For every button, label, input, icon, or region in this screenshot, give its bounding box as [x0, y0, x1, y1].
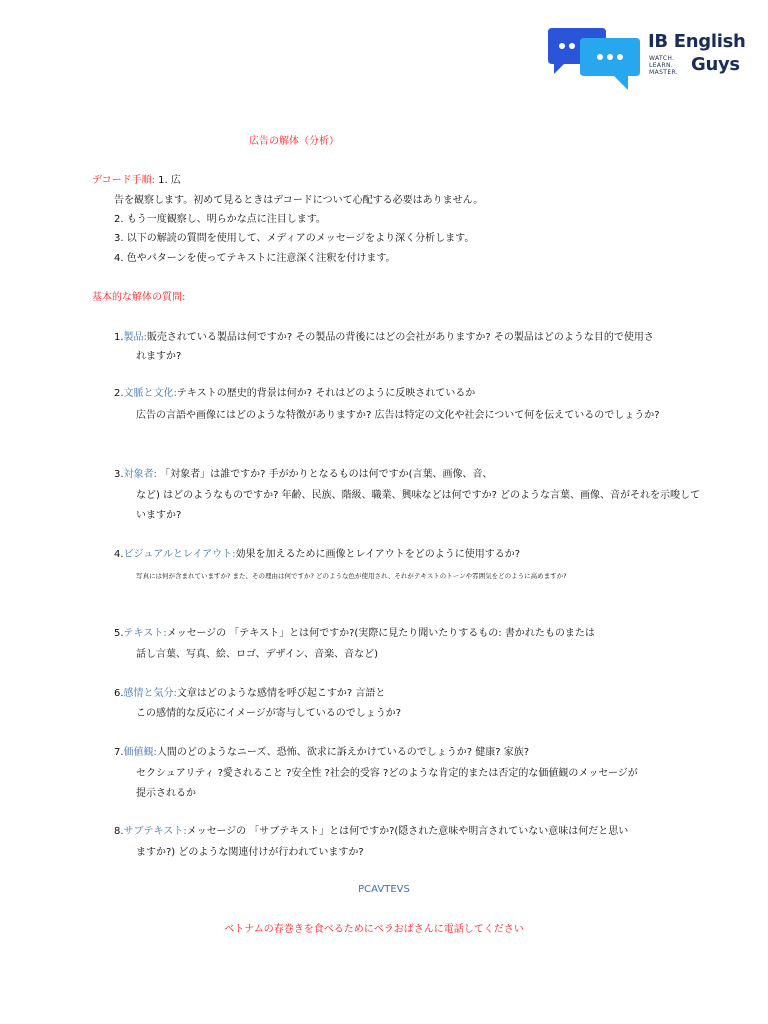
question-6 — [114, 687, 385, 701]
page-title: 広告の解体（分析） — [249, 136, 339, 147]
logo-tagline-master: MASTER. — [649, 69, 679, 76]
question-3-line1: 「対象者」は誰ですか? 手がかりとなるものは何ですか(言葉、画像、音、 — [156, 469, 493, 480]
question-7-term: 価値観: — [123, 747, 157, 758]
logo-tagline-watch: WATCH. — [649, 55, 675, 62]
logo-tagline — [649, 55, 691, 76]
question-7-num: 7. — [114, 747, 124, 758]
question-1-line1: 販売されている製品は何ですか? その製品の背後にはどの会社がありますか? その製品はどのような目的で使用さ — [146, 332, 654, 343]
question-3 — [114, 468, 493, 482]
question-1-line2: れますか? — [136, 351, 182, 362]
question-6-term: 感情と気分: — [123, 688, 177, 699]
question-5-term: テキスト: — [123, 628, 167, 639]
decode-step2: 2. もう一度観察し、明らかな点に注目します。 — [114, 214, 326, 225]
question-8-term: サブテキスト: — [123, 826, 187, 837]
decode-step1-line — [92, 174, 181, 188]
question-4 — [114, 548, 520, 562]
question-3-term: 対象者: — [123, 469, 157, 480]
decode-step3: 3. 以下の解読の質問を使用して、メディアのメッセージをより深く分析します。 — [114, 233, 475, 244]
question-4-num: 4. — [114, 549, 124, 560]
question-4-line1: 効果を加えるために画像とレイアウトをどのように使用するか? — [235, 549, 521, 560]
logo-line1: IB English — [648, 31, 746, 52]
question-7 — [114, 746, 529, 760]
ib-english-guys-logo — [548, 24, 748, 94]
question-4-line2: 写真には何が含まれていますか? また、その理由は何ですか? どのような色が使用され、それがテキストのトーンや雰囲気をどのように高めますか? — [136, 572, 567, 580]
question-3-line2: など) はどのようなものですか? 年齢、民族、階級、職業、興味などは何ですか? どのような言葉、画像、音がそれを示唆して — [136, 490, 701, 501]
question-2-line1: テキストの歴史的背景は何か? それはどのように反映されているか — [176, 388, 476, 399]
chat-bubbles-icon — [548, 24, 640, 92]
question-2-line2: 広告の言語や画像にはどのような特徴がありますか? 広告は特定の文化や社会について何を伝えているのでしょうか? — [136, 410, 660, 421]
mnemonic: ベトナムの春巻きを食べるためにベラおばさんに電話してください — [224, 924, 524, 935]
question-1 — [114, 331, 654, 345]
question-1-term: 製品: — [123, 332, 147, 343]
acronym: PCAVTEVS — [358, 884, 410, 895]
question-7-line3: 提示されるか — [136, 788, 196, 799]
question-5-line2: 話し言葉、写真、絵、ロゴ、デザイン、音楽、音など) — [136, 649, 379, 660]
logo-tagline-learn: LEARN. — [649, 62, 674, 69]
question-6-line2: この感情的な反応にイメージが寄与しているのでしょうか? — [136, 708, 402, 719]
decode-step4: 4. 色やパターンを使ってテキストに注意深く注釈を付けます。 — [114, 253, 396, 264]
question-7-line1: 人間のどのようなニーズ、恐怖、欲求に訴えかけているのでしょうか? 健康? 家族? — [156, 747, 530, 758]
question-6-line1: 文章はどのような感情を呼び起こすか? 言語と — [176, 688, 386, 699]
question-5-num: 5. — [114, 628, 124, 639]
question-3-num: 3. — [114, 469, 124, 480]
questions-heading: 基本的な解体の質問: — [92, 292, 186, 303]
question-2-num: 2. — [114, 388, 124, 399]
question-7-line2: セクシュアリティ ?愛されること ?安全性 ?社会的受容 ?どのような肯定的または否定的な価値観のメッセージが — [136, 768, 638, 779]
question-3-line3: いますか? — [136, 510, 182, 521]
question-8 — [114, 825, 628, 839]
question-8-num: 8. — [114, 826, 124, 837]
question-1-num: 1. — [114, 332, 124, 343]
question-8-line2: ますか?) どのような関連付けが行われていますか? — [136, 847, 364, 858]
question-2-term: 文脈と文化: — [123, 388, 177, 399]
question-2 — [114, 387, 475, 401]
question-5-line1: メッセージの 「テキスト」とは何ですか?(実際に見たり聞いたりするもの: 書かれたものまたは — [166, 628, 595, 639]
logo-line2: Guys — [691, 54, 740, 75]
decode-label: デコード手順: — [92, 175, 155, 186]
question-6-num: 6. — [114, 688, 124, 699]
question-8-line1: メッセージの 「サブテキスト」とは何ですか?(隠された意味や明言されていない意味は何だと思い — [186, 826, 629, 837]
decode-step1-cont: 告を観察します。初めて見るときはデコードについて心配する必要はありません。 — [114, 195, 484, 206]
decode-step1-first: 1. 広 — [154, 175, 181, 186]
question-4-term: ビジュアルとレイアウト: — [123, 549, 236, 560]
question-5 — [114, 627, 595, 641]
